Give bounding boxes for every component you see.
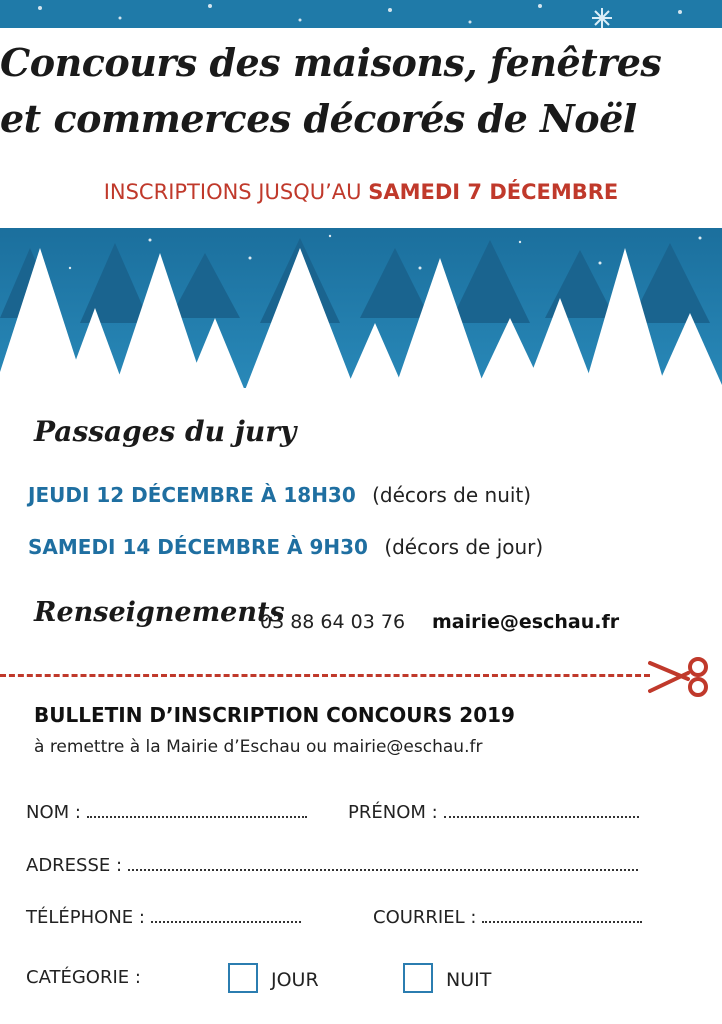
nuit-option-label: NUIT [446, 969, 492, 991]
info-title: Renseignements [34, 597, 285, 628]
nom-label: NOM : [26, 802, 81, 823]
title-line-2: et commerces décorés de Noël [0, 96, 637, 141]
deadline-prefix: INSCRIPTIONS JUSQU’AU [103, 180, 362, 204]
jury-visit [28, 483, 531, 507]
courriel-label: COURRIEL : [373, 907, 477, 928]
snowflake-icon [592, 8, 612, 28]
jury-visit-note: (décors de jour) [384, 535, 544, 559]
snowflake-decoration [0, 0, 722, 28]
deadline-text [0, 180, 722, 204]
jour-checkbox[interactable] [228, 963, 258, 993]
scissors-icon [648, 655, 712, 699]
prenom-label: PRÉNOM : [348, 802, 438, 823]
adresse-input-line[interactable] [128, 855, 638, 871]
nom-input-line[interactable] [87, 802, 307, 818]
categorie-label: CATÉGORIE : [26, 967, 141, 988]
info-phone: 03 88 64 03 76 [260, 611, 406, 633]
form-title: BULLETIN D’INSCRIPTION CONCOURS 2019 [34, 703, 515, 727]
top-snow-band [0, 0, 722, 28]
telephone-label: TÉLÉPHONE : [26, 907, 145, 928]
jour-option-label: JOUR [271, 969, 319, 991]
nuit-checkbox[interactable] [403, 963, 433, 993]
courriel-field[interactable] [373, 907, 642, 928]
title-line-1: Concours des maisons, fenêtres [0, 40, 662, 85]
jury-title: Passages du jury [34, 415, 297, 448]
telephone-input-line[interactable] [151, 907, 301, 923]
telephone-field[interactable] [26, 907, 301, 928]
adresse-field[interactable] [26, 855, 638, 876]
jury-visit-date: SAMEDI 14 DÉCEMBRE À 9H30 [28, 535, 368, 559]
jury-visit [28, 535, 543, 559]
prenom-input-line[interactable] [444, 802, 639, 818]
jury-visit-note: (décors de nuit) [372, 483, 532, 507]
info-email[interactable]: mairie@eschau.fr [432, 611, 620, 633]
nom-field[interactable] [26, 802, 307, 823]
cut-line [0, 674, 650, 677]
adresse-label: ADRESSE : [26, 855, 123, 876]
prenom-field[interactable] [348, 802, 639, 823]
deadline-date: SAMEDI 7 DÉCEMBRE [368, 180, 619, 204]
jury-visit-date: JEUDI 12 DÉCEMBRE À 18H30 [28, 483, 356, 507]
form-subtitle: à remettre à la Mairie d’Eschau ou mairie@eschau.fr [34, 737, 483, 757]
winter-forest-illustration [0, 228, 722, 403]
courriel-input-line[interactable] [482, 907, 642, 923]
